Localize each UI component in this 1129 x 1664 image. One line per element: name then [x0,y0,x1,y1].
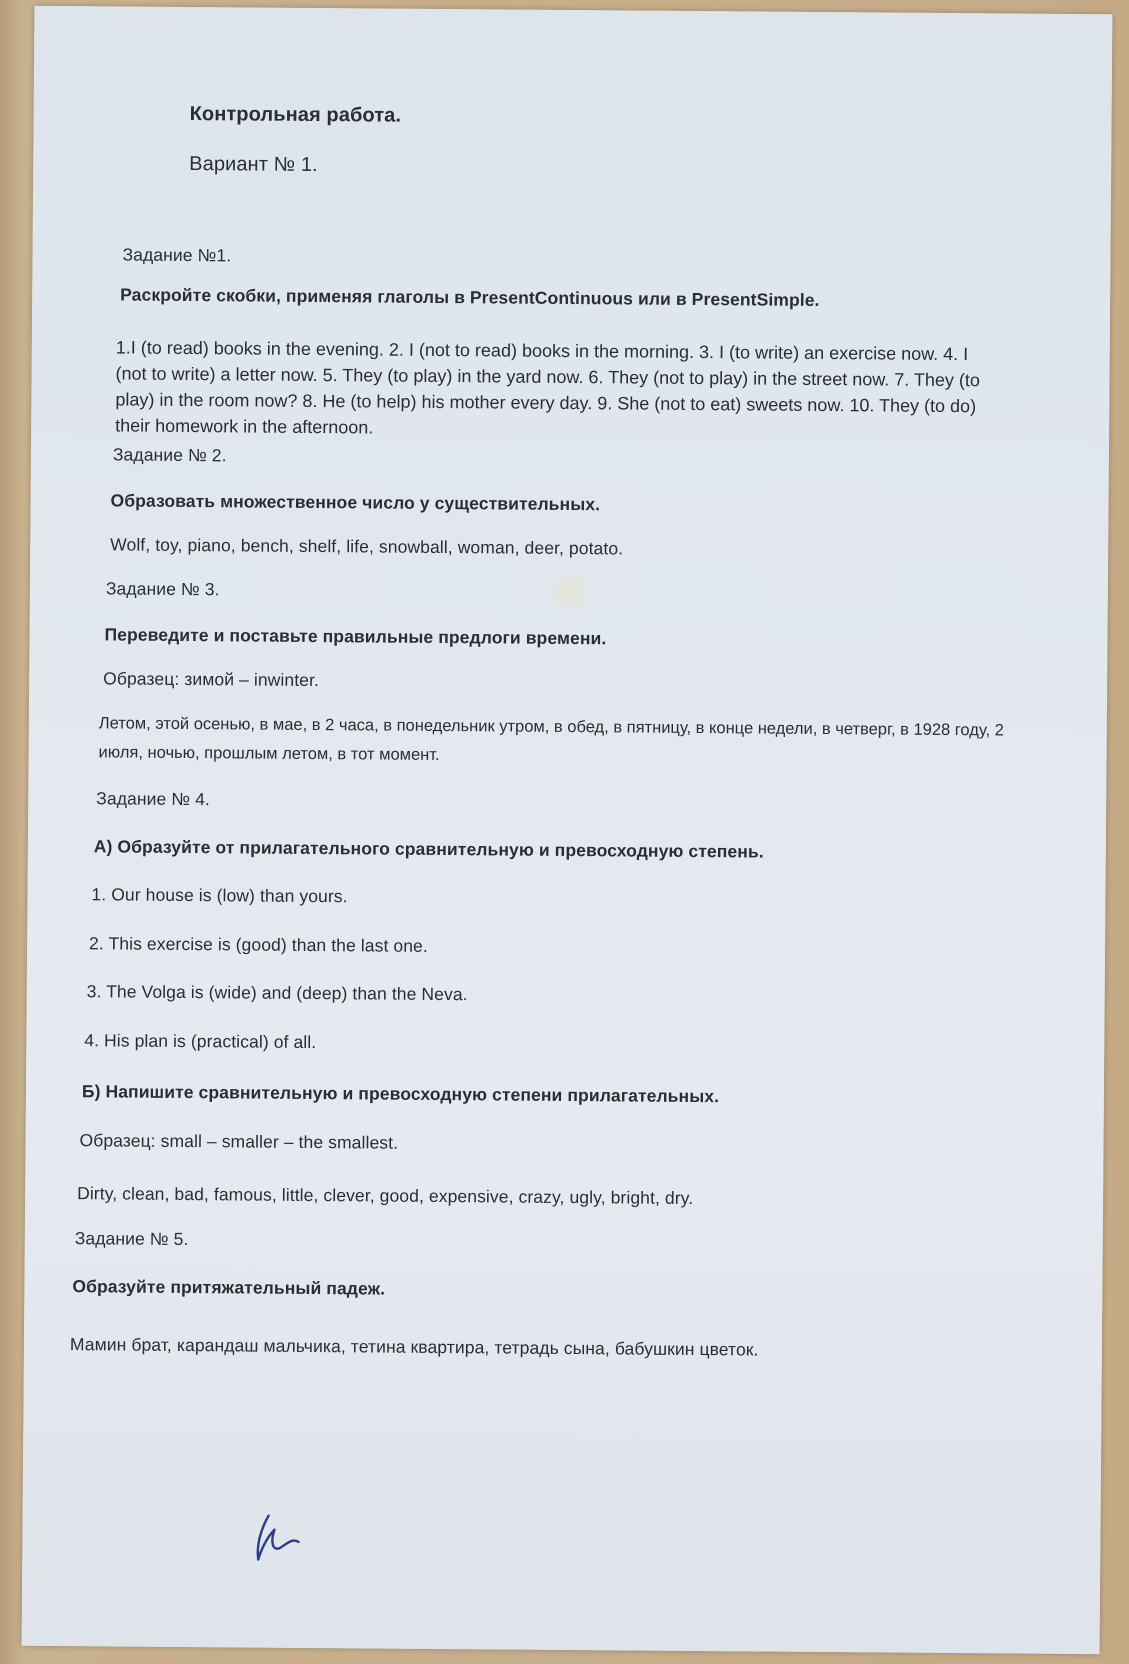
handwritten-mark-icon [250,1508,310,1568]
document-title: Контрольная работа. [189,103,402,127]
task5-instruction: Образуйте притяжательный падеж. [72,1276,386,1299]
task4-partA-item-1: 1. Our house is (low) than yours. [91,884,348,907]
task1-heading: Задание №1. [122,244,232,266]
task4-partA-item-2: 2. This exercise is (good) than the last one. [89,933,428,956]
task4-partB-text: Dirty, clean, bad, famous, little, clever, good, expensive, crazy, ugly, bright, dry. [77,1183,694,1209]
task4-partA-item-4: 4. His plan is (practical) of all. [84,1030,317,1053]
task1-text: 1.I (to read) books in the evening. 2. I (not to read) books in the morning. 3. I (to write) an exercise now. 4. I (not to write) a letter now. 5. They (to play) in the yard now. 6. They (not to play) in the street now. 7. They (to play) in the room now? 8. He (to help) his mother every day. 9. She (not to eat) sweets now. 10. They (to do) their homework in the afternoon. [115,337,981,438]
task2-heading: Задание № 2. [112,444,227,466]
task4-heading: Задание № 4. [96,788,211,810]
task4-partB-instruction: Б) Напишите сравнительную и превосходную степени прилагательных. [81,1081,720,1107]
task4-partB-example: Образец: small – smaller – the smallest. [79,1130,399,1153]
task2-text: Wolf, toy, piano, bench, shelf, life, snowball, woman, deer, potato. [110,534,624,559]
task2-instruction: Образовать множественное число у существительных. [110,490,601,515]
paper-stain [550,575,590,611]
task1-instruction: Раскройте скобки, применяя глаголы в PresentContinuous или в PresentSimple. [120,284,820,310]
test-sheet [22,6,1113,1654]
task3-example: Образец: зимой – inwinter. [103,668,320,691]
task5-heading: Задание № 5. [74,1228,189,1250]
task3-heading: Задание № 3. [105,578,220,600]
variant-label: Вариант № 1. [189,153,318,177]
task3-text: Летом, этой осенью, в мае, в 2 часа, в понедельник утром, в обед, в пятницу, в конце недели, в четверг, в 1928 году, 2 июля, ночью, прошлым летом, в тот момент. [98,714,1004,764]
task4-partA-instruction: А) Образуйте от прилагательного сравнительную и превосходную степень. [93,836,764,862]
task4-partA-item-3: 3. The Volga is (wide) and (deep) than the Neva. [86,981,468,1005]
task5-text: Мамин брат, карандаш мальчика, тетина квартира, тетрадь сына, бабушкин цветок. [69,1334,759,1360]
task3-instruction: Переведите и поставьте правильные предлоги времени. [104,624,607,649]
